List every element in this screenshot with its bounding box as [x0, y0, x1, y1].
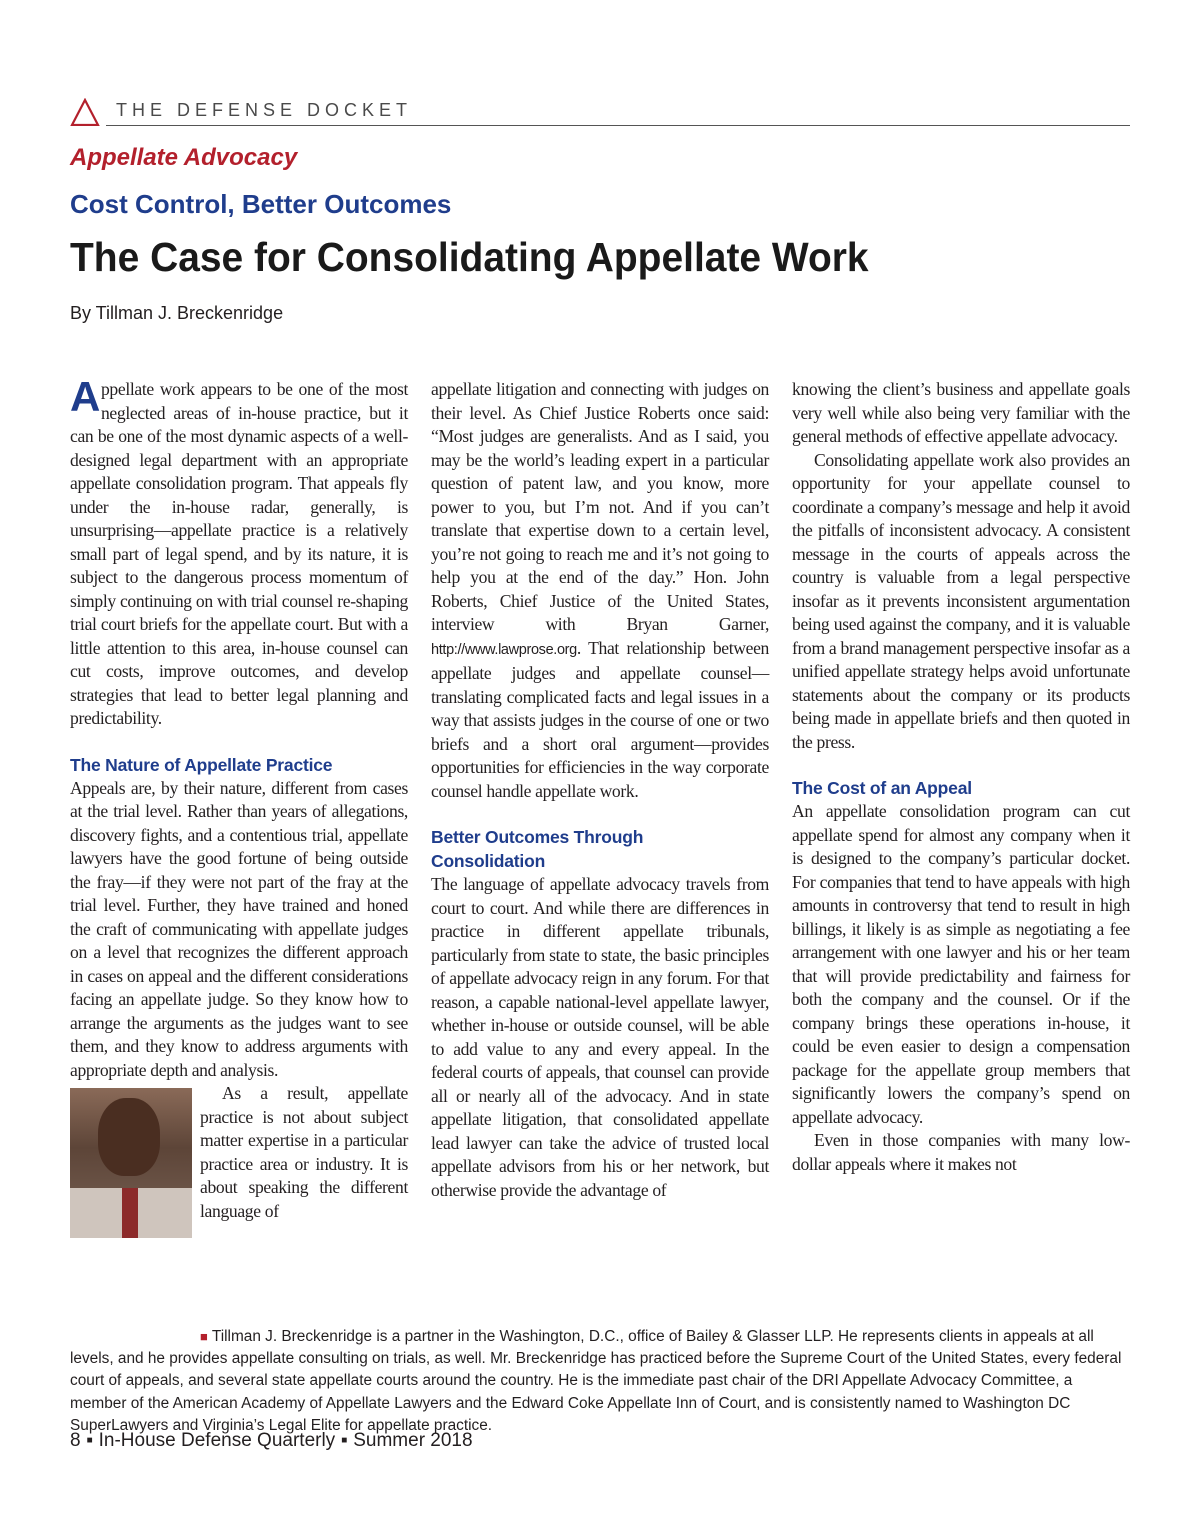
source-link[interactable]: http://www.lawprose.org: [431, 641, 577, 658]
column-3: [792, 378, 1130, 1176]
paragraph: An appellate consolidation program can cut appellate spend for almost any company when it is designed to the company’s particular docket. For companies that tend to have appeals with high amounts in controversy that tend to result in high billings, it likely is as simple as negotiating a fee arrangement with one lawyer and his or her team that will provide predictability and fairness for both the company and the counsel. Or if the company brings these operations in-house, it could be even easier to design a compensation package for the appellate group members that significantly lowers the company’s spend on appellate advocacy.: [792, 801, 1130, 1127]
article-title: The Case for Consolidating Appellate Work: [70, 234, 869, 280]
section-label: Appellate Advocacy: [70, 144, 298, 171]
paragraph: [70, 373, 408, 731]
paragraph-text: As a result, appellate practice is not about subject matter expertise in a particular practice area or industry. It is about speaking the different language of: [200, 1083, 408, 1221]
subhead: Better Outcomes Through Consolidation: [431, 827, 644, 871]
byline: By Tillman J. Breckenridge: [70, 303, 284, 323]
page-footer: [70, 1430, 473, 1452]
column-1: [70, 373, 408, 1238]
subhead: The Nature of Appellate Practice: [70, 754, 333, 775]
running-header: [70, 96, 1130, 128]
article-subtitle: Cost Control, Better Outcomes: [70, 189, 452, 219]
paragraph: Appeals are, by their nature, different from cases at the trial level. Rather than years of allegations, discovery fights, and a contentious trial, appellate lawyers have the good fortune of being outside the fray—if they were not part of the fray at the trial level. Further, they have trained and honed the craft of communicating with appellate judges on a level that recognizes the different approach in cases on appeal and the different considerations facing an appellate judge. So they know how to arrange the arguments as the judges want to see them, and they know to address arguments with appropriate depth and analysis.: [70, 777, 408, 1080]
header-rule: [106, 125, 1130, 126]
bio-text: Tillman J. Breckenridge is a partner in the Washington, D.C., office of Bailey & Glasser LLP. He represents clients in appeals at all levels, and he provides appellate consulting on trials, as well. Mr. Breckenridge has practiced before the Supreme Court of the United States, every federal court of appeals, and several state appellate courts around the country. He is the immediate past chair of the DRI Appellate Advocacy Committee, a member of the American Academy of Appellate Lawyers and the Edward Coke Appellate Inn of Court, and is consistently named to Washington DC SuperLawyers and Virginia’s Legal Elite for appellate practice.: [70, 1328, 1122, 1434]
issue-date: Summer 2018: [353, 1430, 473, 1451]
subhead: The Cost of an Appeal: [792, 778, 972, 798]
paragraph: [431, 378, 769, 803]
paragraph-text: . That relationship between appellate judges and appellate counsel—translating complicated facts and legal issues in a way that assists judges in the course of one or two briefs and a short oral argument—provides opportunities for efficiencies in the way corporate counsel handle appellate work.: [431, 637, 769, 801]
paragraph-text: appellate litigation and connecting with judges on their level. As Chief Justice Roberts once said: “Most judges are generalists. And as I said, you may be the world’s leading expert in a particular question of patent law, and you know, more power to you, but I’m not. And if you can’t translate that expertise down to a certain level, you’re not going to reach me and it’s not going to help you at the end of the day.” Hon. John Roberts, Chief Justice of the United States, interview with Bryan Garner,: [431, 379, 769, 634]
bullet-icon: ■: [341, 1435, 348, 1447]
page-number: 8: [70, 1430, 81, 1451]
paragraph-text: ppellate work appears to be one of the most neglected areas of in-house practice, but it can be one of the most dynamic aspects of a well-designed legal department with an appropriate appellate consolidation program. That appeals fly under the in-house radar, generally, is unsurprising—appellate practice is a relatively small part of legal spend, and by its nature, it is subject to the dangerous process momentum of simply continuing on with trial counsel re-shaping trial court briefs for the appellate court. But with a little attention to this area, in-house counsel can cut costs, improve outcomes, and develop strategies that lead to better legal planning and predictability.: [70, 379, 408, 728]
paragraph: Consolidating appellate work also provides an opportunity for your appellate counsel to coordinate a company’s message and help it avoid the pitfalls of inconsistent advocacy. A consistent message in the courts of appeals across the country is valuable from a legal perspective insofar as it prevents inconsistent argumentation being used against the company, and it is valuable from a brand management perspective insofar as a unified appellate strategy helps avoid unfortunate statements about the company or its products being made in appellate briefs and then quoted in the press.: [792, 449, 1130, 752]
paragraph: Even in those companies with many low-dollar appeals where it makes not: [792, 1130, 1130, 1174]
paragraph: [70, 1082, 408, 1223]
bullet-icon: ■: [200, 1329, 208, 1344]
bullet-icon: ■: [86, 1435, 93, 1447]
paragraph: The language of appellate advocacy travels from court to court. And while there are differences in practice in different appellate tribunals, particularly from state to state, the basic principles of appellate advocacy reign in any forum. For that reason, a capable national-level appellate lawyer, whether in-house or outside counsel, will be able to add value to any and every appeal. In the federal courts of appeals, that counsel can provide all or nearly all of the advocacy. And in state appellate litigation, that consolidated appellate lead lawyer can take the advice of trusted local appellate advisors from his or her network, but otherwise provide the advantage of: [431, 874, 769, 1200]
author-bio: [70, 1326, 1130, 1437]
publication-name: In-House Defense Quarterly: [98, 1430, 336, 1451]
paragraph: knowing the client’s business and appellate goals very well while also being very familiar with the general methods of effective appellate advocacy.: [792, 379, 1130, 446]
header-label: THE DEFENSE DOCKET: [116, 100, 413, 120]
drop-cap: A: [70, 373, 100, 420]
triangle-logo-icon: [70, 98, 100, 126]
column-2: [431, 378, 769, 1202]
author-photo: [70, 1088, 192, 1238]
